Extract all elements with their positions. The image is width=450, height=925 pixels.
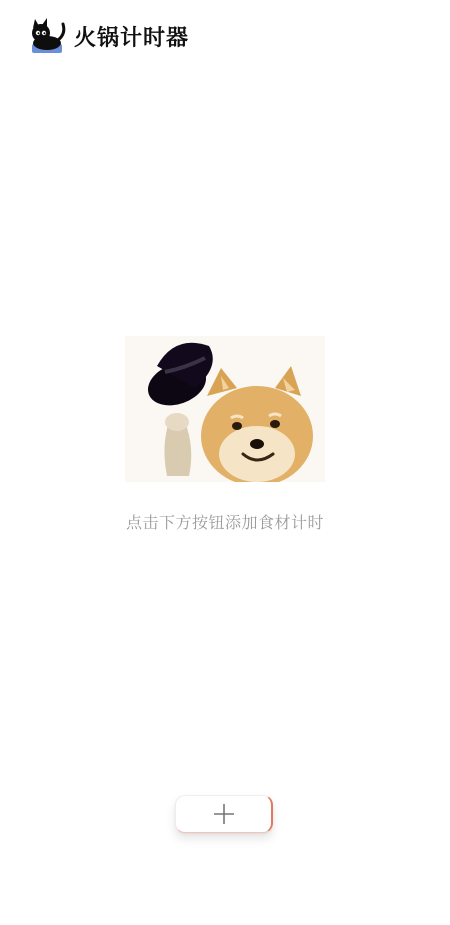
cat-logo-icon bbox=[28, 16, 68, 56]
empty-state bbox=[0, 336, 450, 533]
add-ingredient-button[interactable] bbox=[175, 795, 273, 833]
plus-icon bbox=[213, 803, 235, 825]
app-title: 火锅计时器 bbox=[74, 25, 190, 51]
app-header bbox=[28, 16, 189, 56]
shiba-hat-illustration bbox=[125, 336, 325, 482]
empty-state-message: 点击下方按钮添加食材计时 bbox=[125, 513, 324, 532]
